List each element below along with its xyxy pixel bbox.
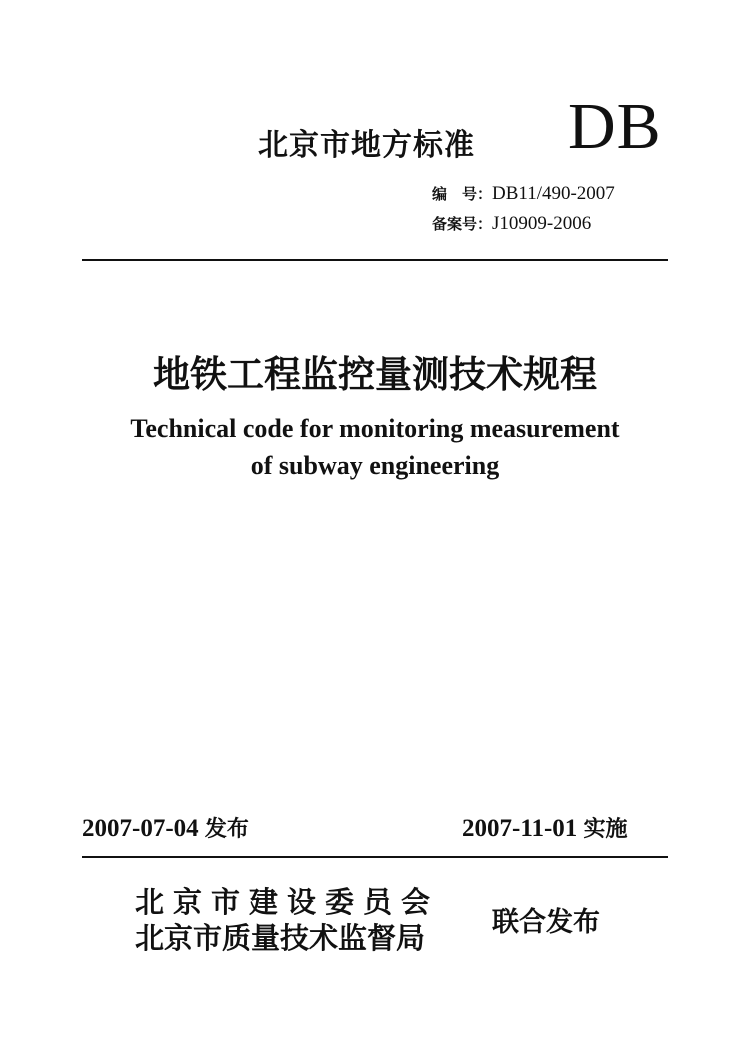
record-number-value: J10909-2006 <box>492 213 592 234</box>
issuer-construction-commission: 北京市建设委员会 <box>135 885 440 919</box>
issue-date: 2007-07-04 <box>82 815 199 842</box>
top-divider <box>82 259 668 261</box>
title-chinese: 地铁工程监控量测技术规程 <box>153 353 597 396</box>
bottom-divider <box>82 856 668 858</box>
standard-category: 北京市地方标准 <box>258 128 475 163</box>
record-number-label: 备案号： <box>432 215 493 233</box>
implement-date-row <box>462 812 628 843</box>
issue-date-row <box>82 812 249 843</box>
record-number <box>432 213 591 235</box>
implement-word: 实施 <box>583 817 628 842</box>
title-english-line1: Technical code for monitoring measurement <box>130 414 620 443</box>
db-mark: DB <box>568 90 662 163</box>
issuer-quality-bureau: 北京市质量技术监督局 <box>135 921 426 955</box>
standard-number-label: 编 号： <box>432 185 493 203</box>
standard-number-value: DB11/490-2007 <box>492 183 615 204</box>
title-english-line2: of subway engineering <box>250 451 500 480</box>
joint-issue-label: 联合发布 <box>492 907 600 938</box>
issue-word: 发布 <box>204 817 249 842</box>
implement-date: 2007-11-01 <box>462 815 578 842</box>
standard-number <box>432 183 615 205</box>
